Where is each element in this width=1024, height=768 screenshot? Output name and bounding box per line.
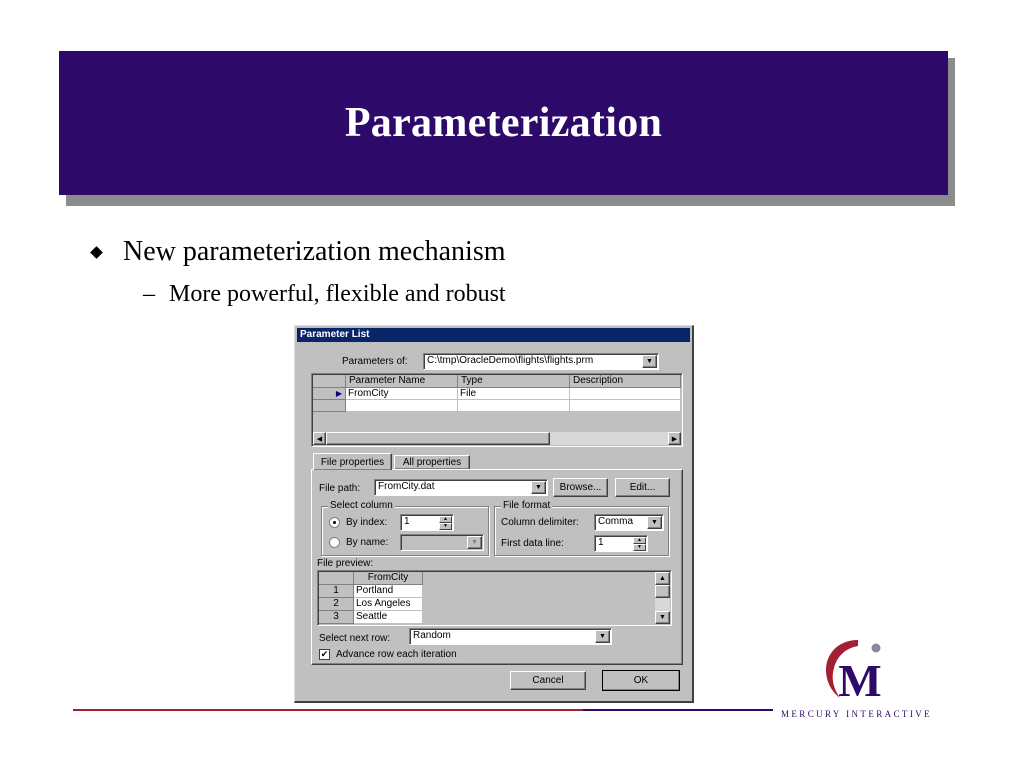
parameter-list-dialog [294,325,694,703]
column-delimiter-combo[interactable] [594,514,664,531]
bullet-level1 [92,236,506,268]
select-next-row-label: Select next row: [319,633,391,644]
advance-row-checkbox[interactable]: ✔ [320,649,329,659]
spin-up-icon[interactable]: ▲ [439,516,452,523]
dropdown-arrow-icon[interactable]: ▼ [467,536,482,549]
spin-up-icon[interactable]: ▲ [633,537,646,544]
by-name-label: By name: [346,537,389,548]
select-column-group [321,500,489,556]
horizontal-scrollbar[interactable] [313,432,681,445]
bullet-level1-text: New parameterization mechanism [123,236,506,267]
table-cell-description[interactable] [570,388,681,400]
preview-row-number: 3 [319,611,354,624]
table-cell-empty[interactable] [570,400,681,412]
row-indicator[interactable] [313,388,346,400]
logo-letter: M [838,655,882,700]
dropdown-arrow-icon[interactable]: ▼ [531,481,546,494]
dropdown-arrow-icon[interactable]: ▼ [595,630,610,643]
preview-corner [319,572,354,585]
parameter-grid [311,373,683,447]
select-column-title: Select column [330,500,393,511]
by-index-value: 1 [404,516,410,527]
footer-rule-blue [583,709,773,711]
mercury-logo [818,636,894,700]
preview-cell[interactable]: Los Angeles [354,598,423,611]
table-cell-type[interactable]: File [458,388,570,400]
spin-down-icon[interactable]: ▼ [439,523,452,530]
footer-rule-red [73,709,583,711]
file-path-label: File path: [319,483,361,494]
dropdown-arrow-icon[interactable]: ▼ [647,516,662,529]
preview-row-number: 2 [319,598,354,611]
cancel-button[interactable]: Cancel [510,671,586,690]
scroll-left-icon[interactable]: ◀ [313,432,326,445]
first-data-line-spinner[interactable] [594,535,648,552]
params-of-label: Parameters of: [342,356,408,367]
bullet-level2 [143,281,506,308]
preview-cell[interactable]: Seattle [354,611,423,624]
scroll-right-icon[interactable]: ▶ [668,432,681,445]
column-header-type[interactable]: Type [458,375,570,388]
vertical-scrollbar[interactable] [655,572,670,624]
by-name-combo[interactable] [400,534,484,551]
params-of-combo[interactable] [423,353,659,370]
file-format-group [494,500,669,556]
column-delimiter-value: Comma [598,516,634,527]
tab-file-properties[interactable]: File properties [313,453,392,470]
edit-button[interactable]: Edit... [615,478,670,497]
bullet-level2-text: More powerful, flexible and robust [169,281,506,307]
preview-row-number: 1 [319,585,354,598]
company-name: MERCURY INTERACTIVE [781,709,933,719]
file-path-value: FromCity.dat [378,481,435,492]
select-next-row-value: Random [413,630,451,641]
file-format-title: File format [503,500,551,511]
params-of-value: C:\tmp\OracleDemo\flights\flights.prm [427,355,594,366]
table-cell-empty[interactable] [458,400,570,412]
column-header-description[interactable]: Description [570,375,681,388]
select-next-row-combo[interactable] [409,628,612,645]
spin-down-icon[interactable]: ▼ [633,544,646,551]
column-header-name[interactable]: Parameter Name [346,375,458,388]
tab-all-properties[interactable]: All properties [394,455,470,470]
dialog-titlebar[interactable]: Parameter List [297,328,690,342]
by-index-radio[interactable] [329,517,340,528]
row-indicator-empty[interactable] [313,400,346,412]
dash-bullet: – [143,281,155,307]
scroll-down-icon[interactable]: ▼ [655,611,670,624]
column-delimiter-label: Column delimiter: [501,517,579,528]
dropdown-arrow-icon[interactable]: ▼ [642,355,657,368]
by-index-label: By index: [346,517,388,528]
scrollbar-thumb[interactable] [326,432,550,445]
ok-button[interactable]: OK [602,670,680,691]
first-data-line-value: 1 [598,537,604,548]
scroll-up-icon[interactable]: ▲ [655,572,670,585]
scrollbar-thumb[interactable] [655,585,670,598]
table-cell-empty[interactable] [346,400,458,412]
advance-row-label: Advance row each iteration [336,649,457,660]
first-data-line-label: First data line: [501,538,564,549]
slide-title: Parameterization [344,100,663,146]
file-path-combo[interactable] [374,479,548,496]
grid-corner [313,375,346,388]
preview-cell[interactable]: Portland [354,585,423,598]
tab-panel-file-properties [311,469,683,665]
by-name-radio[interactable] [329,537,340,548]
file-preview-label: File preview: [317,558,374,569]
current-row-arrow-icon: ▶ [335,389,342,398]
diamond-bullet-icon [90,246,103,259]
by-index-spinner[interactable] [400,514,454,531]
file-preview-grid [317,570,672,626]
preview-column-header[interactable]: FromCity [354,572,423,585]
table-cell-name[interactable]: FromCity [346,388,458,400]
title-banner [59,51,948,195]
browse-button[interactable]: Browse... [553,478,608,497]
